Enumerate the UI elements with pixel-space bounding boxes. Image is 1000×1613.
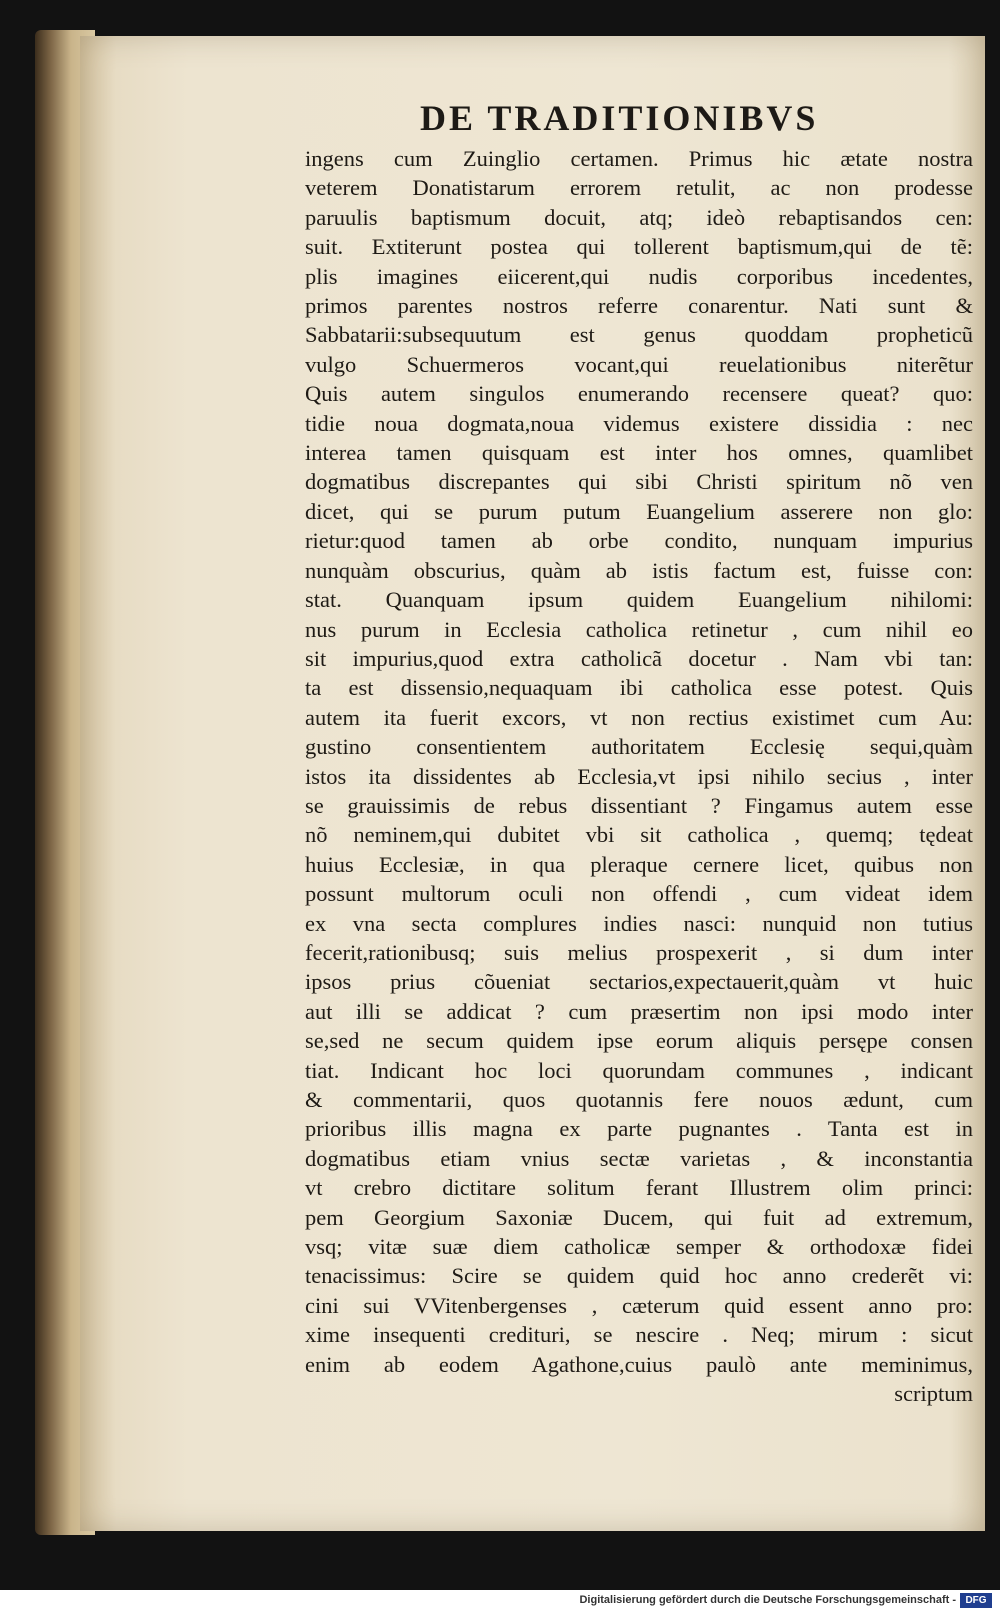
text-line: rietur:quod tamen ab orbe condito, nunquam impurius: [305, 528, 973, 554]
text-line: ingens cum Zuinglio certamen. Primus hic ætate nostra: [305, 146, 973, 171]
text-line: tenacissimus: Scire se quidem quid hoc anno crederẽt vi:: [305, 1263, 973, 1289]
running-head: DE TRADITIONIBVS: [420, 98, 819, 138]
text-line: scriptum: [894, 1381, 973, 1407]
text-line: ta est dissensio,nequaquam ibi catholica esse potest. Quis: [305, 675, 973, 701]
text-line: istos ita dissidentes ab Ecclesia,vt ipsi nihilo secius , inter: [305, 763, 973, 789]
text-line: nunquàm obscurius, quàm ab istis factum est, fuisse con:: [305, 557, 973, 583]
text-line: prioribus illis magna ex parte pugnantes . Tanta est in: [305, 1116, 973, 1142]
text-line: Quis autem singulos enumerando recensere queat? quo:: [305, 381, 973, 407]
text-block: [215, 96, 975, 1408]
text-line: tidie noua dogmata,noua videmus existere dissidia : nec: [305, 410, 973, 436]
text-line: nus purum in Ecclesia catholica retinetur , cum nihil eo: [305, 616, 973, 642]
text-line: ex vna secta complures indies nasci: nunquid non tutius: [305, 910, 973, 936]
text-line: enim ab eodem Agathone,cuius paulò ante meminimus,: [305, 1351, 973, 1377]
text-line: primos parentes nostros referre conarentur. Nati sunt &: [305, 293, 973, 319]
text-line: huius Ecclesiæ, in qua pleraque cernere licet, quibus non: [305, 851, 973, 877]
text-line: & commentarii, quos quotannis fere nouos ædunt, cum: [305, 1087, 973, 1112]
text-line: plis imagines eiicerent,qui nudis corporibus incedentes,: [305, 263, 973, 289]
text-line: dogmatibus etiam vnius sectæ varietas , & inconstantia: [305, 1145, 973, 1171]
text-line: paruulis baptismum docuit, atq; ideò rebaptisandos cen:: [305, 204, 973, 230]
text-line: interea tamen quisquam est inter hos omnes, quamlibet: [305, 440, 973, 466]
text-line: autem ita fuerit excors, vt non rectius existimet cum Au:: [305, 704, 973, 730]
text-line: vt crebro dictitare solitum ferant Illustrem olim princi:: [305, 1175, 973, 1201]
text-line: xime insequenti credituri, se nescire . Neq; mirum : sicut: [305, 1322, 973, 1348]
text-line: stat. Quanquam ipsum quidem Euangelium nihilomi:: [305, 587, 973, 613]
text-line: se,sed ne secum quidem ipse eorum aliquis persępe consen: [305, 1028, 973, 1054]
text-line: vsq; vitæ suæ diem catholicæ semper & orthodoxæ fidei: [305, 1234, 973, 1260]
body-text: [215, 144, 975, 1408]
text-line: nõ neminem,qui dubitet vbi sit catholica , quemq; tędeat: [305, 822, 973, 848]
text-line: veterem Donatistarum errorem retulit, ac non prodesse: [305, 175, 973, 201]
text-line: dicet, qui se purum putum Euangelium asserere non glo:: [305, 498, 973, 524]
text-line: sit impurius,quod extra catholicã docetur . Nam vbi tan:: [305, 645, 973, 671]
footer-bar: [0, 1590, 1000, 1613]
text-line: se grauissimis de rebus dissentiant ? Fingamus autem esse: [305, 792, 973, 818]
text-line: gustino consentientem authoritatem Ecclesię sequi,quàm: [305, 734, 973, 760]
text-line: ipsos prius cõueniat sectarios,expectauerit,quàm vt huic: [305, 969, 973, 995]
text-line: Sabbatarii:subsequutum est genus quoddam propheticũ: [305, 322, 973, 348]
text-line: tiat. Indicant hoc loci quorundam communes , indicant: [305, 1057, 973, 1083]
digitization-credit: Digitalisierung gefördert durch die Deutsche Forschungsgemeinschaft -: [579, 1594, 956, 1606]
text-line: vulgo Schuermeros vocant,qui reuelationibus niterẽtur: [305, 351, 973, 377]
text-line: aut illi se addicat ? cum præsertim non ipsi modo inter: [305, 998, 973, 1024]
text-line: cini sui VVitenbergenses , cæterum quid essent anno pro:: [305, 1292, 973, 1318]
text-line: fecerit,rationibusq; suis melius prospexerit , si dum inter: [305, 939, 973, 965]
text-line: suit. Extiterunt postea qui tollerent baptismum,qui de tẽ:: [305, 234, 973, 260]
text-line: possunt multorum oculi non offendi , cum videat idem: [305, 881, 973, 907]
text-line: dogmatibus discrepantes qui sibi Christi spiritum nõ ven: [305, 469, 973, 495]
dfg-logo-icon: DFG: [960, 1593, 992, 1608]
text-line: pem Georgium Saxoniæ Ducem, qui fuit ad extremum,: [305, 1204, 973, 1230]
